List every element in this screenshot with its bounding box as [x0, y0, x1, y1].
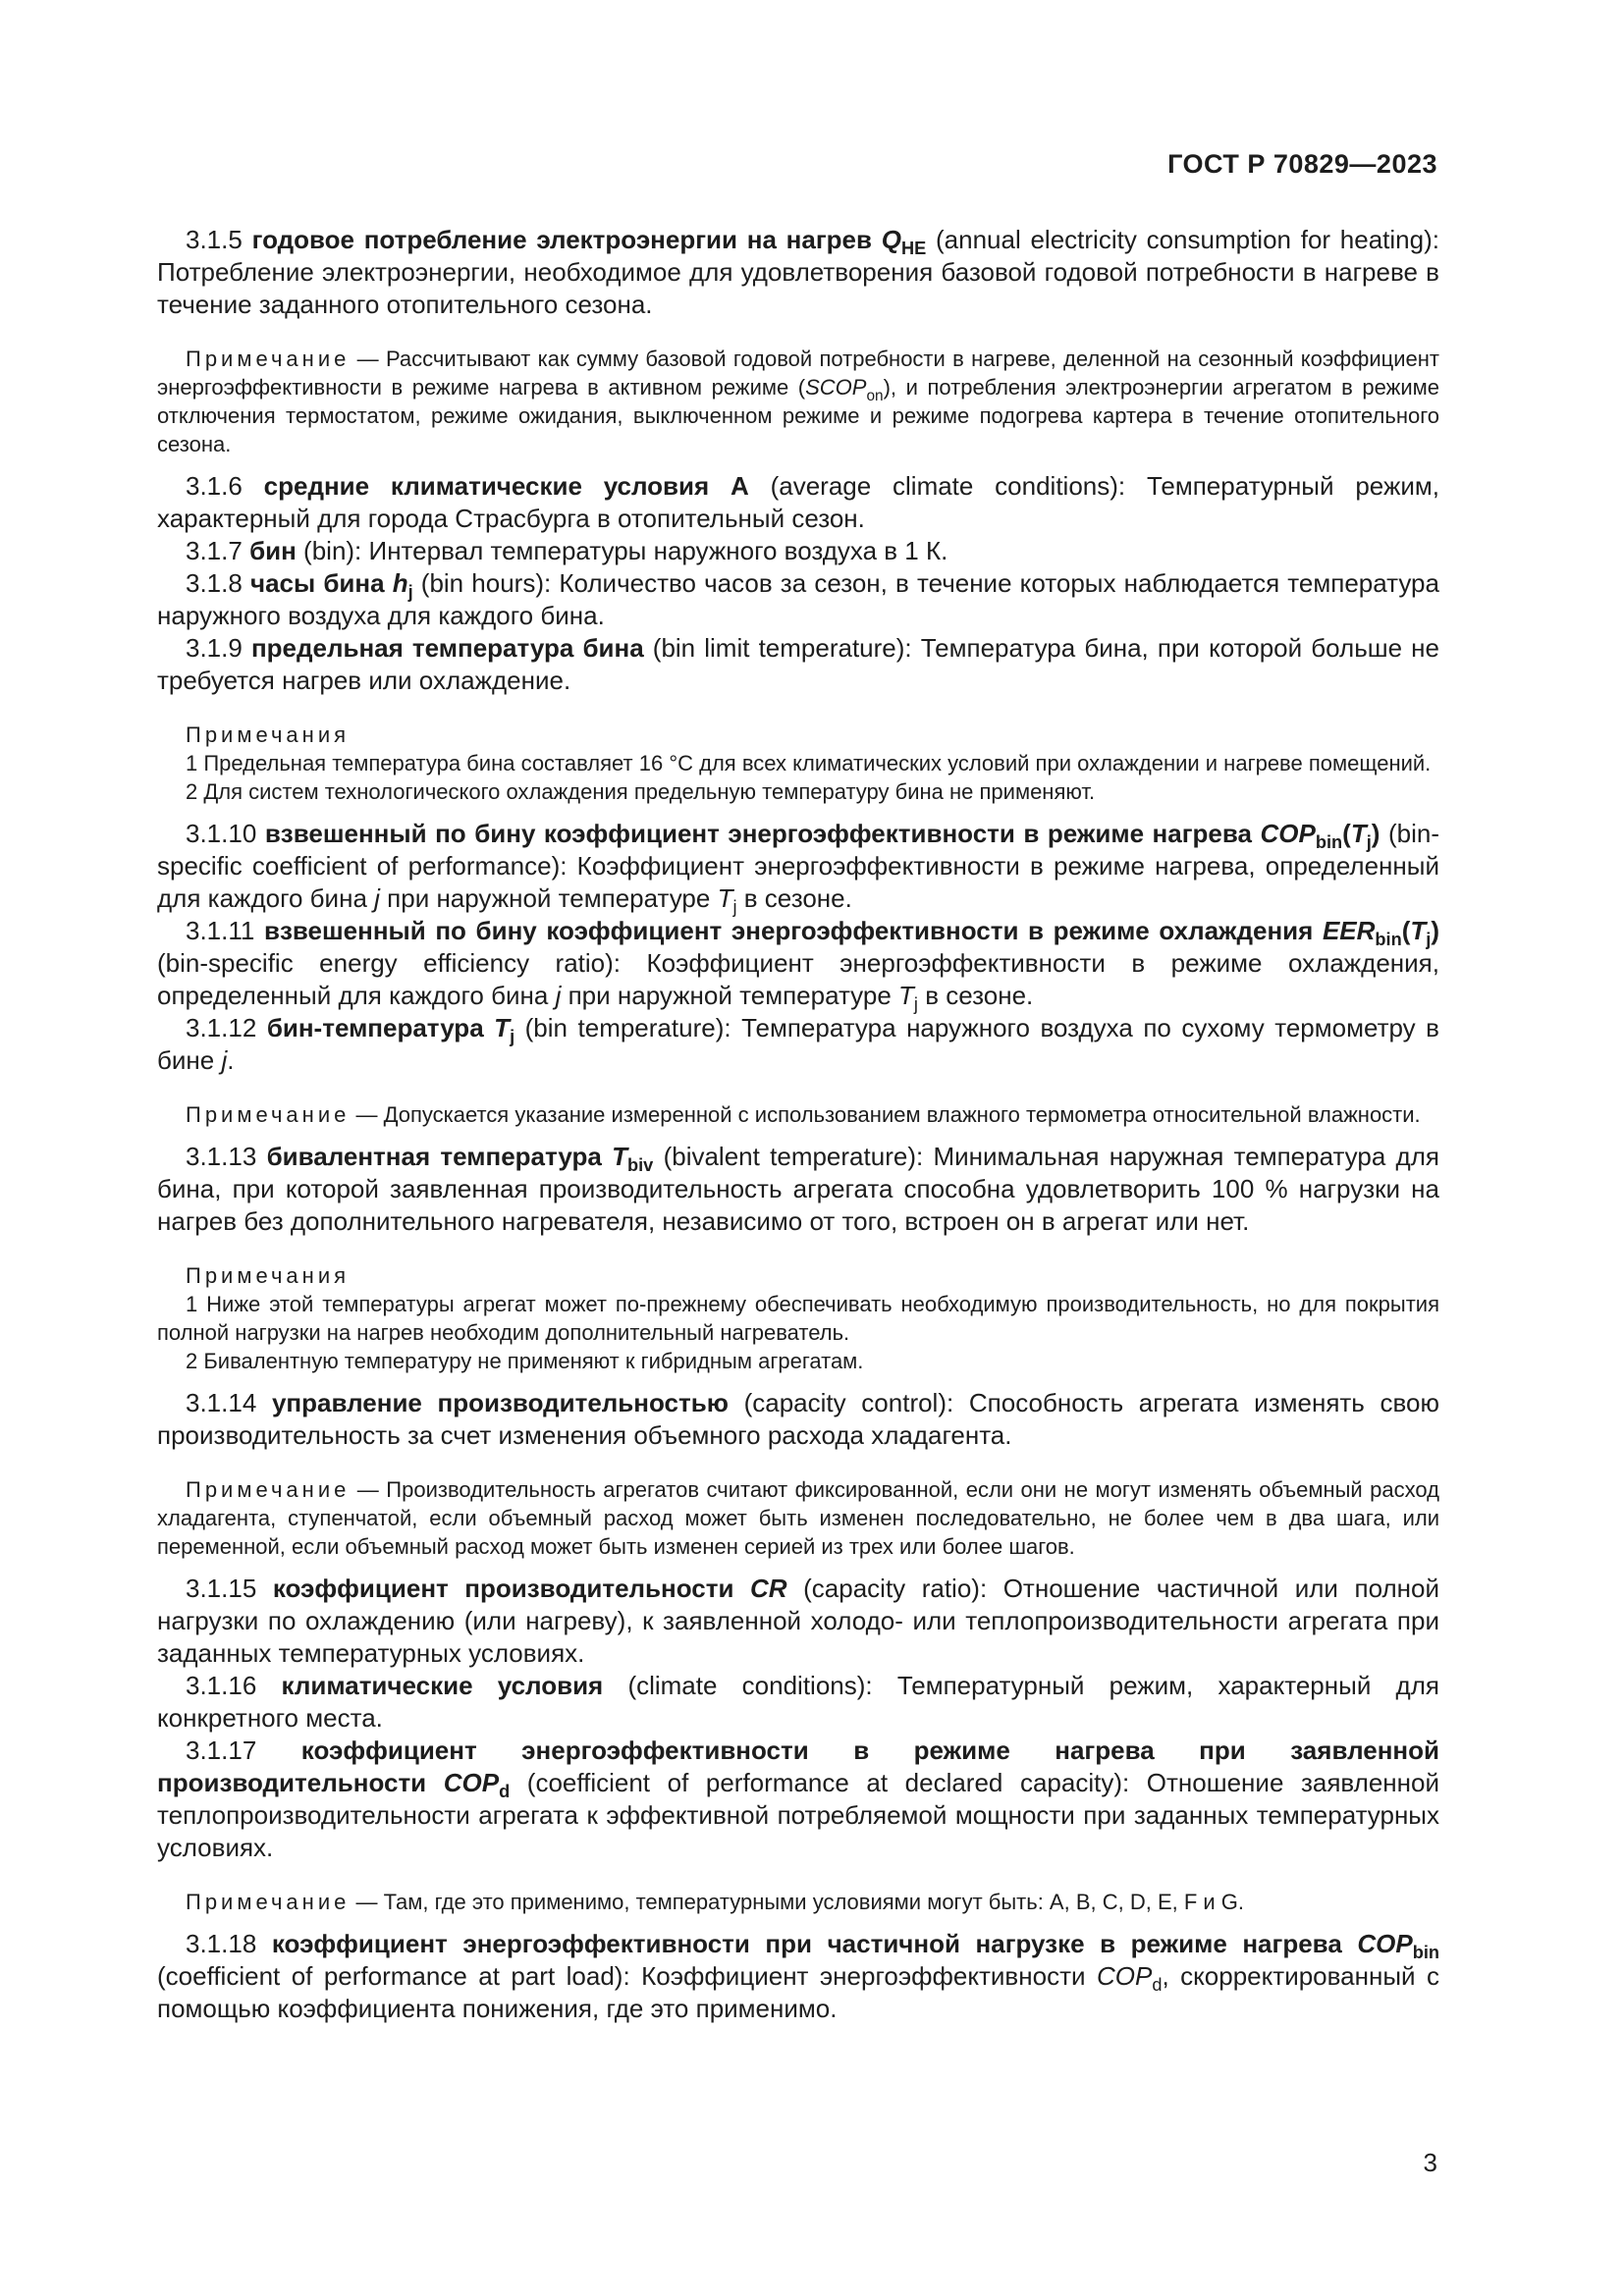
note-item: 2 Для систем технологического охлаждения предельную температуру бина не применяют. [186, 779, 1096, 804]
term-symbol: Q [881, 225, 901, 254]
term-3-1-13: 3.1.13 бивалентная температура $T_{biv}$ (bivalent temperature): Минимальная наружная температура для бина, при которой заявленная производительность агрегата способна удовлетворить 100 % нагрузки на нагрев без дополнительного нагревателя, независимо от того, встроен он в агрегат или нет. [157, 1142, 1439, 1236]
note-3-1-17: Примечание — Там, где это применимо, температурными условиями могут быть: A, B, C, D, E, F и G. [186, 1890, 1245, 1914]
note-3-1-12: Примечание — Допускается указание измеренной с использованием влажного термометра относительной влажности. [186, 1102, 1421, 1127]
page-number: 3 [1423, 2148, 1437, 2177]
term-3-1-18: 3.1.18 коэффициент энергоэффективности при частичной нагрузке в режиме нагрева $COP_{bin}$ (coefficient of performance at part load): Коэффициент энергоэффективности $COP_d$, скорректированный с помощью коэффициента понижения, где это применимо. [157, 1929, 1440, 2023]
term-3-1-6: 3.1.6 средние климатические условия А (average climate conditions): Температурный режим, характерный для города Страсбурга в отопительный сезон. [157, 471, 1439, 533]
note-item: 1 Предельная температура бина составляет 16 °C для всех климатических условий при охлаждении и нагреве помещений. [186, 751, 1432, 775]
term-3-1-10: 3.1.10 взвешенный по бину коэффициент энергоэффективности в режиме нагрева $COP_{bin}(T_j)$ (bin-specific coefficient of performance): Коэффициент энергоэффективности в режиме нагрева, определенный для каждого бина j при наружной температуре $T_j$ в сезоне. [157, 819, 1439, 917]
term-3-1-15: 3.1.15 коэффициент производительности CR (capacity ratio): Отношение частичной или полной нагрузки по охлаждению (или нагреву), к заявленной холодо- или теплопроизводительности агрегата при заданных температурных условиях. [157, 1574, 1439, 1668]
term-3-1-5: 3.1.5 годовое потребление электроэнергии на нагрев $Q_{HE}$ (annual electricity consumption for heating): Потребление электроэнергии, необходимое для удовлетворения базовой годовой потребности в нагреве в течение заданного отопительного сезона. [157, 225, 1439, 319]
notes-3-1-13: Примечания [186, 1263, 351, 1288]
term-3-1-12: 3.1.12 бин-температура $T_j$ (bin temperature): Температура наружного воздуха по сухому термометру в бине j. [157, 1013, 1439, 1075]
document-body [157, 224, 1439, 2025]
term-3-1-9: 3.1.9 предельная температура бина (bin limit temperature): Температура бина, при которой больше не требуется нагрев или охлаждение. [157, 633, 1439, 695]
note-item: 2 Бивалентную температуру не применяют к гибридным агрегатам. [186, 1349, 864, 1373]
term-3-1-7: 3.1.7 бин (bin): Интервал температуры наружного воздуха в 1 К. [186, 536, 948, 565]
term-3-1-11: 3.1.11 взвешенный по бину коэффициент энергоэффективности в режиме охлаждения $EER_{bin}(T_j)$ (bin-specific energy efficiency ratio): Коэффициент энергоэффективности в режиме охлаждения, определенный для каждого бина j при наружной температуре $T_j$ в сезоне. [157, 916, 1439, 1014]
clause-number: 3.1.5 [186, 225, 243, 254]
term-definition: (annual electricity consumption for heating): Потребление электроэнергии, необходимое для удовлетворения базовой годовой потребности в нагреве в течение заданного отопительного сезона. [157, 225, 1439, 319]
note-3-1-5: Примечание — Рассчитывают как сумму базовой годовой потребности в нагреве, деленной на сезонный коэффициент энергоэффективности в режиме нагрева в активном режиме $(SCOP_{on})$, и потребления электроэнергии агрегатом в режиме отключения термостатом, режиме ожидания, выключенном режиме и режиме подогрева картера в течение отопительного сезона. [157, 347, 1439, 456]
term-name: годовое потребление электроэнергии на нагрев [251, 225, 872, 254]
document-header: ГОСТ Р 70829—2023 [1167, 149, 1437, 179]
note-3-1-14: Примечание — Производительность агрегатов считают фиксированной, если они не могут изменять объемный расход хладагента, ступенчатой, если объемный расход может быть изменен последовательно, не более чем в два шага, или переменной, если объемный расход может быть изменен серией из трех или более шагов. [157, 1477, 1439, 1559]
note-item: 1 Ниже этой температуры агрегат может по-прежнему обеспечивать необходимую производительность, но для покрытия полной нагрузки на нагрев необходим дополнительный нагреватель. [157, 1292, 1439, 1345]
term-3-1-8: 3.1.8 часы бина $h_j$ (bin hours): Количество часов за сезон, в течение которых наблюдается температура наружного воздуха для каждого бина. [157, 568, 1439, 630]
term-3-1-16: 3.1.16 климатические условия (climate conditions): Температурный режим, характерный для конкретного места. [157, 1671, 1439, 1733]
term-3-1-17: 3.1.17 коэффициент энергоэффективности в режиме нагрева при заявленной производительности $COP_d$ (coefficient of performance at declared capacity): Отношение заявленной теплопроизводительности агрегата к эффективной потребляемой мощности при заданных температурных условиях. [157, 1735, 1439, 1862]
note-label: Примечание [186, 347, 351, 371]
notes-3-1-9: Примечания [186, 722, 351, 747]
term-3-1-14: 3.1.14 управление производительностью (capacity control): Способность агрегата изменять свою производительность за счет изменения объемного расхода хладагента. [157, 1388, 1439, 1450]
